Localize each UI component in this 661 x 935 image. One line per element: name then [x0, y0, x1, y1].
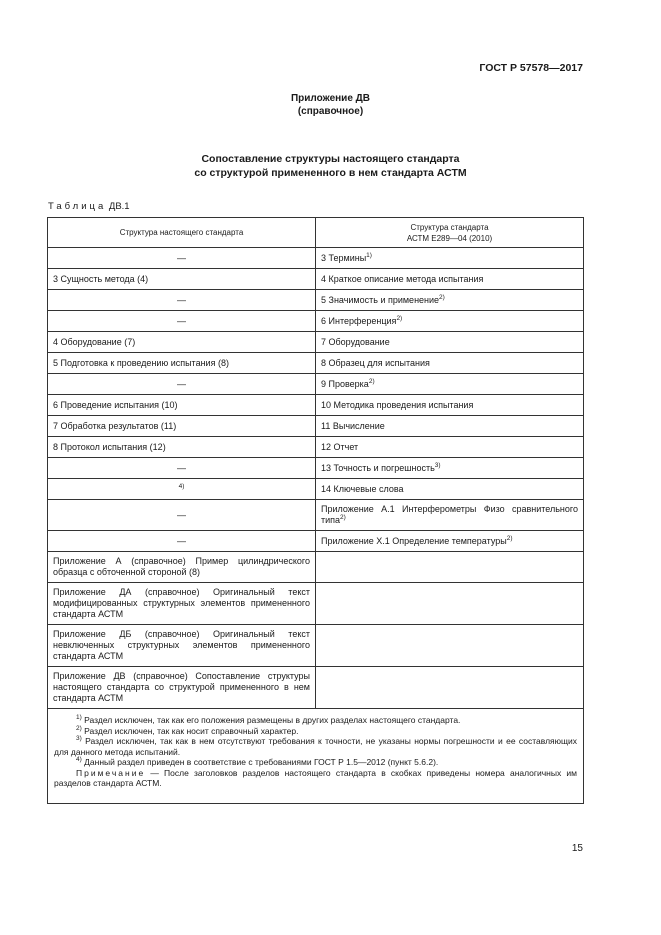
table-row [48, 479, 584, 500]
table-row [48, 625, 584, 667]
table-row [48, 552, 584, 583]
footnote-ref: 2) [396, 314, 403, 322]
footnote-mark: 2) [76, 724, 82, 732]
table-row [48, 353, 584, 374]
cell-text: Приложение А.1 Интерферометры Физо сравнительного типа [321, 504, 578, 525]
footnote [54, 715, 577, 726]
cell-text: — [177, 252, 186, 263]
table-note [54, 768, 577, 789]
cell-current-standard [48, 353, 316, 374]
table-row [48, 395, 584, 416]
header-current-standard: Структура настоящего стандарта [48, 218, 316, 248]
cell-current-standard [48, 248, 316, 269]
page-number: 15 [571, 843, 583, 854]
annex-subtitle: (справочное) [297, 106, 364, 117]
cell-text: 7 Обработка результатов (11) [53, 420, 177, 431]
cell-astm-standard [316, 332, 584, 353]
header-astm-line2: АСТМ Е289—04 (2010) [406, 233, 493, 243]
cell-astm-standard [316, 479, 584, 500]
header-astm-line1: Структура стандарта [410, 222, 489, 232]
cell-current-standard [48, 458, 316, 479]
table-row [48, 500, 584, 531]
table-caption-number: ДВ.1 [108, 201, 130, 212]
cell-astm-standard [316, 552, 584, 583]
cell-text: — [177, 294, 186, 305]
cell-current-standard [48, 667, 316, 709]
footnote-ref: 3) [434, 461, 441, 469]
table-row [48, 248, 584, 269]
cell-text: Приложение ДА (справочное) Оригинальный текст модифицированных структурных элементов примененного стандарта АСТМ [53, 587, 310, 619]
cell-astm-standard [316, 625, 584, 667]
footnotes-row [48, 709, 584, 804]
footnote [54, 736, 577, 757]
table-row [48, 269, 584, 290]
cell-current-standard [48, 416, 316, 437]
cell-text: 9 Проверка [321, 378, 369, 389]
footnote-mark: 3) [76, 735, 82, 742]
cell-current-standard [48, 583, 316, 625]
cell-text: 5 Подготовка к проведению испытания (8) [53, 357, 229, 368]
cell-current-standard [48, 290, 316, 311]
cell-text: 3 Сущность метода (4) [53, 273, 149, 284]
table-row [48, 311, 584, 332]
cell-astm-standard [316, 395, 584, 416]
cell-current-standard [48, 479, 316, 500]
cell-text: 6 Интерференция [321, 315, 397, 326]
header-astm-standard [316, 218, 584, 248]
section-title [0, 152, 661, 180]
cell-text: 13 Точность и погрешность [321, 462, 435, 473]
cell-astm-standard [316, 437, 584, 458]
footnote-text: Раздел исключен, так как в нем отсутствуют требования к точности, не указаны нормы погрешности и ее составляющих для данного метода испытаний. [54, 736, 577, 757]
table-row [48, 437, 584, 458]
cell-astm-standard [316, 374, 584, 395]
table-row [48, 332, 584, 353]
section-title-line2: со структурой примененного в нем стандарта АСТМ [194, 167, 467, 179]
cell-text: — [177, 378, 186, 389]
cell-current-standard [48, 269, 316, 290]
cell-text: 8 Протокол испытания (12) [53, 441, 166, 452]
cell-text: 10 Методика проведения испытания [321, 399, 474, 410]
footnote [54, 757, 577, 768]
standard-code: ГОСТ Р 57578—2017 [479, 62, 583, 74]
cell-astm-standard [316, 353, 584, 374]
footnote-mark: 4) [76, 756, 82, 763]
cell-current-standard [48, 374, 316, 395]
table-row [48, 290, 584, 311]
table-row [48, 458, 584, 479]
cell-astm-standard [316, 269, 584, 290]
footnote-ref: 4) [178, 482, 185, 490]
cell-text: 5 Значимость и применение [321, 294, 440, 305]
footnote-ref: 2) [340, 514, 346, 521]
table-row [48, 583, 584, 625]
cell-text: Приложение ДБ (справочное) Оригинальный текст невключенных структурных элементов примененного стандарта АСТМ [53, 629, 310, 661]
cell-astm-standard [316, 531, 584, 552]
cell-text: Приложение Х.1 Определение температуры [321, 535, 507, 546]
cell-text: 11 Вычисление [321, 420, 385, 431]
cell-text: Приложение ДВ (справочное) Сопоставление структуры настоящего стандарта со структурой примененного в нем стандарта АСТМ [53, 671, 310, 703]
annex-heading [0, 92, 661, 118]
footnote-text: Данный раздел приведен в соответствие с требованиями ГОСТ Р 1.5—2012 (пункт 5.6.2). [81, 757, 439, 767]
cell-text: 12 Отчет [321, 441, 359, 452]
cell-current-standard [48, 552, 316, 583]
cell-current-standard [48, 311, 316, 332]
footnote-ref: 2) [506, 534, 513, 542]
table-row [48, 416, 584, 437]
cell-text: — [177, 535, 186, 546]
annex-title: Приложение ДВ [290, 93, 371, 104]
cell-astm-standard [316, 290, 584, 311]
footnote-ref: 2) [439, 293, 445, 301]
cell-text: 4 Оборудование (7) [53, 336, 136, 347]
cell-text: 8 Образец для испытания [321, 357, 430, 368]
cell-text: 3 Термины [321, 252, 367, 263]
cell-text: 7 Оборудование [321, 336, 390, 347]
footnote-text: Раздел исключен, так как его положения размещены в других разделах настоящего стандарта. [81, 715, 461, 725]
cell-text: 4 Краткое описание метода испытания [321, 273, 484, 284]
cell-current-standard [48, 395, 316, 416]
cell-current-standard [48, 531, 316, 552]
cell-astm-standard [316, 500, 584, 531]
cell-astm-standard [316, 583, 584, 625]
footnote-ref: 2) [368, 377, 375, 385]
cell-current-standard [48, 500, 316, 531]
cell-astm-standard [316, 311, 584, 332]
cell-text: — [177, 315, 186, 326]
cell-astm-standard [316, 667, 584, 709]
structure-comparison-table [47, 217, 584, 804]
cell-astm-standard [316, 248, 584, 269]
footnotes-cell [48, 709, 584, 804]
cell-text: Приложение А (справочное) Пример цилиндрического образца с обточенной стороной (8) [53, 556, 310, 577]
table-row [48, 374, 584, 395]
footnote-mark: 1) [76, 714, 82, 721]
cell-text: 6 Проведение испытания (10) [53, 399, 178, 410]
cell-astm-standard [316, 416, 584, 437]
footnote [54, 726, 577, 737]
cell-current-standard [48, 332, 316, 353]
note-text: — После заголовков разделов настоящего стандарта в скобках приведены номера аналогичных им разделов стандарта АСТМ. [54, 767, 577, 788]
section-title-line1: Сопоставление структуры настоящего стандарта [201, 153, 460, 165]
cell-text: — [177, 462, 186, 473]
cell-text: — [177, 509, 186, 520]
cell-current-standard [48, 625, 316, 667]
table-caption [48, 201, 130, 212]
cell-astm-standard [316, 458, 584, 479]
footnote-ref: 1) [366, 251, 372, 259]
table-row [48, 667, 584, 709]
table-header-row [48, 218, 584, 248]
cell-current-standard [48, 437, 316, 458]
table-row [48, 531, 584, 552]
table-caption-prefix: Таблица [48, 201, 107, 212]
footnote-text: Раздел исключен, так как носит справочный характер. [81, 725, 299, 736]
note-label: Примечание [76, 767, 146, 778]
cell-text: 14 Ключевые слова [321, 483, 404, 494]
